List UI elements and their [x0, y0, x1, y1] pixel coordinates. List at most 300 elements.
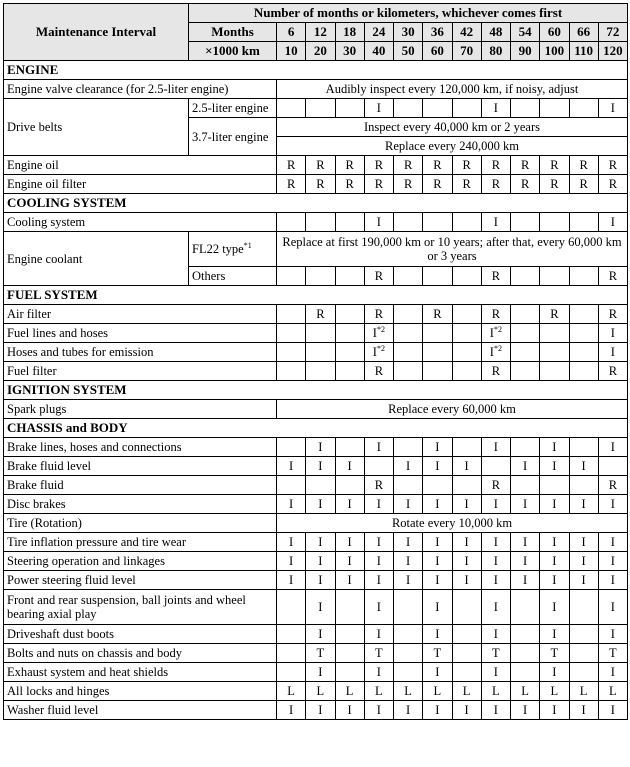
schedule-cell: I — [598, 438, 627, 457]
schedule-cell: I — [306, 457, 335, 476]
schedule-cell — [277, 663, 306, 682]
schedule-cell: I — [306, 625, 335, 644]
schedule-cell: R — [511, 175, 540, 194]
schedule-cell: I — [364, 625, 393, 644]
schedule-cell: $I^{*2}$ — [481, 324, 510, 343]
schedule-cell: I — [452, 457, 481, 476]
schedule-cell — [277, 625, 306, 644]
schedule-cell: I — [569, 533, 598, 552]
schedule-cell: L — [306, 682, 335, 701]
schedule-cell — [277, 476, 306, 495]
row-label: Air filter — [4, 305, 277, 324]
section-ignition: IGNITION SYSTEM — [4, 381, 628, 400]
schedule-cell: I — [452, 701, 481, 720]
schedule-cell: R — [598, 267, 627, 286]
schedule-cell — [335, 343, 364, 362]
schedule-cell: I — [364, 552, 393, 571]
schedule-cell: L — [423, 682, 452, 701]
row-label: Fuel lines and hoses — [4, 324, 277, 343]
km-label: ×1000 km — [189, 42, 277, 61]
interval-column-header: 18 — [335, 23, 364, 42]
schedule-cell: I — [306, 663, 335, 682]
schedule-cell: R — [394, 175, 423, 194]
schedule-cell — [423, 99, 452, 118]
schedule-cell: I — [481, 571, 510, 590]
schedule-cell — [335, 267, 364, 286]
schedule-cell — [335, 590, 364, 625]
row-label: Washer fluid level — [4, 701, 277, 720]
schedule-cell — [452, 625, 481, 644]
schedule-cell: R — [452, 156, 481, 175]
maintenance-schedule-table — [3, 3, 628, 720]
interval-column-header: 50 — [394, 42, 423, 61]
schedule-cell: R — [598, 175, 627, 194]
schedule-cell: R — [277, 156, 306, 175]
schedule-cell — [335, 663, 364, 682]
drive-belt-inspect-note: Inspect every 40,000 km or 2 years — [277, 118, 628, 137]
schedule-cell: I — [540, 571, 569, 590]
interval-column-header: 20 — [306, 42, 335, 61]
schedule-cell: R — [394, 156, 423, 175]
schedule-cell: I — [540, 625, 569, 644]
schedule-cell: I — [335, 457, 364, 476]
schedule-cell — [277, 267, 306, 286]
schedule-cell — [277, 644, 306, 663]
schedule-cell: I — [540, 552, 569, 571]
section-engine: ENGINE — [4, 61, 628, 80]
schedule-cell: R — [481, 267, 510, 286]
schedule-cell — [394, 99, 423, 118]
schedule-cell — [394, 590, 423, 625]
schedule-cell — [511, 343, 540, 362]
schedule-cell: R — [569, 156, 598, 175]
schedule-cell — [423, 267, 452, 286]
row-label-drive-belts: Drive belts — [4, 99, 189, 156]
schedule-cell: I — [423, 701, 452, 720]
schedule-cell: L — [452, 682, 481, 701]
schedule-cell — [569, 438, 598, 457]
schedule-cell: I — [306, 495, 335, 514]
schedule-cell: I — [394, 571, 423, 590]
interval-column-header: 12 — [306, 23, 335, 42]
drive-belt-replace-note: Replace every 240,000 km — [277, 137, 628, 156]
schedule-cell — [306, 362, 335, 381]
schedule-cell: I — [306, 701, 335, 720]
schedule-cell: I — [511, 457, 540, 476]
row-label-engine-coolant: Engine coolant — [4, 232, 189, 286]
row-label-engine-oil: Engine oil — [4, 156, 277, 175]
schedule-cell: I — [277, 571, 306, 590]
interval-column-header: 60 — [540, 23, 569, 42]
interval-column-header: 6 — [277, 23, 306, 42]
interval-column-header: 30 — [394, 23, 423, 42]
schedule-cell: R — [364, 476, 393, 495]
schedule-cell — [511, 99, 540, 118]
schedule-cell — [511, 438, 540, 457]
schedule-cell — [335, 324, 364, 343]
schedule-cell — [511, 663, 540, 682]
schedule-cell: I — [364, 701, 393, 720]
schedule-cell: I — [306, 590, 335, 625]
schedule-cell: I — [598, 99, 627, 118]
schedule-cell — [569, 343, 598, 362]
schedule-cell — [335, 213, 364, 232]
schedule-cell: I — [569, 495, 598, 514]
schedule-cell — [540, 476, 569, 495]
schedule-cell — [511, 324, 540, 343]
schedule-cell: I — [598, 533, 627, 552]
schedule-cell: I — [394, 701, 423, 720]
interval-column-header: 48 — [481, 23, 510, 42]
schedule-cell: I — [481, 552, 510, 571]
schedule-cell — [394, 644, 423, 663]
schedule-cell — [277, 213, 306, 232]
schedule-cell: I — [335, 701, 364, 720]
schedule-cell: I — [540, 457, 569, 476]
schedule-cell: I — [540, 495, 569, 514]
schedule-cell: I — [452, 552, 481, 571]
schedule-cell: R — [364, 175, 393, 194]
schedule-cell: L — [277, 682, 306, 701]
schedule-cell: I — [452, 533, 481, 552]
schedule-cell: I — [540, 533, 569, 552]
schedule-cell — [569, 625, 598, 644]
schedule-cell — [277, 305, 306, 324]
schedule-cell — [394, 625, 423, 644]
schedule-cell — [569, 99, 598, 118]
schedule-cell — [511, 305, 540, 324]
schedule-cell: I — [364, 590, 393, 625]
schedule-cell: L — [511, 682, 540, 701]
schedule-cell — [394, 213, 423, 232]
schedule-cell: I — [598, 213, 627, 232]
schedule-cell — [394, 267, 423, 286]
interval-column-header: 40 — [364, 42, 393, 61]
schedule-cell: I — [394, 533, 423, 552]
schedule-cell: I — [335, 533, 364, 552]
schedule-cell: R — [598, 305, 627, 324]
schedule-cell — [540, 343, 569, 362]
schedule-cell: $I^{*2}$ — [364, 324, 393, 343]
schedule-cell: R — [481, 476, 510, 495]
schedule-cell: I — [277, 533, 306, 552]
schedule-cell: I — [481, 99, 510, 118]
schedule-cell: I — [481, 590, 510, 625]
schedule-cell: L — [540, 682, 569, 701]
schedule-cell: R — [481, 305, 510, 324]
schedule-cell — [306, 324, 335, 343]
schedule-cell: T — [306, 644, 335, 663]
schedule-cell — [335, 644, 364, 663]
schedule-cell: T — [481, 644, 510, 663]
schedule-cell: I — [511, 701, 540, 720]
row-label-tire-rotation: Tire (Rotation) — [4, 514, 277, 533]
interval-column-header: 36 — [423, 23, 452, 42]
row-label: Exhaust system and heat shields — [4, 663, 277, 682]
months-label: Months — [189, 23, 277, 42]
schedule-cell: I — [277, 495, 306, 514]
schedule-cell — [598, 457, 627, 476]
schedule-cell: I — [481, 701, 510, 720]
schedule-cell: I — [423, 533, 452, 552]
valve-clearance-note: Audibly inspect every 120,000 km, if noisy, adjust — [277, 80, 628, 99]
schedule-cell — [452, 663, 481, 682]
interval-span-title: Number of months or kilometers, whichever comes first — [189, 4, 628, 23]
fl22-coolant-note: Replace at first 190,000 km or 10 years; after that, every 60,000 km or 3 years — [277, 232, 628, 267]
schedule-cell: R — [306, 156, 335, 175]
schedule-cell — [452, 213, 481, 232]
schedule-cell — [540, 324, 569, 343]
schedule-cell: T — [598, 644, 627, 663]
interval-column-header: 120 — [598, 42, 627, 61]
schedule-cell — [511, 213, 540, 232]
schedule-cell: R — [364, 156, 393, 175]
section-fuel: FUEL SYSTEM — [4, 286, 628, 305]
schedule-cell: I — [306, 571, 335, 590]
schedule-cell: T — [540, 644, 569, 663]
schedule-cell: I — [423, 552, 452, 571]
schedule-cell — [511, 590, 540, 625]
schedule-cell — [452, 438, 481, 457]
schedule-cell: R — [481, 156, 510, 175]
schedule-cell — [452, 324, 481, 343]
schedule-cell: I — [277, 552, 306, 571]
schedule-cell — [335, 625, 364, 644]
schedule-cell — [452, 362, 481, 381]
schedule-cell: I — [511, 571, 540, 590]
schedule-cell — [540, 267, 569, 286]
row-label: Brake fluid level — [4, 457, 277, 476]
schedule-cell: R — [598, 156, 627, 175]
schedule-cell: I — [598, 552, 627, 571]
schedule-cell: R — [335, 156, 364, 175]
schedule-cell — [569, 267, 598, 286]
row-label: Driveshaft dust boots — [4, 625, 277, 644]
schedule-cell — [335, 99, 364, 118]
schedule-cell — [511, 644, 540, 663]
sub-label-3-7-liter: 3.7-liter engine — [189, 118, 277, 156]
schedule-cell — [394, 362, 423, 381]
schedule-cell — [569, 305, 598, 324]
schedule-cell: I — [481, 533, 510, 552]
schedule-cell: I — [481, 625, 510, 644]
schedule-cell — [481, 457, 510, 476]
schedule-cell — [335, 305, 364, 324]
schedule-cell: I — [598, 701, 627, 720]
schedule-cell — [540, 362, 569, 381]
schedule-cell — [452, 99, 481, 118]
row-label: Brake fluid — [4, 476, 277, 495]
schedule-cell: I — [598, 663, 627, 682]
section-chassis-body: CHASSIS and BODY — [4, 419, 628, 438]
schedule-cell: I — [569, 701, 598, 720]
schedule-cell: R — [423, 175, 452, 194]
row-label-valve-clearance: Engine valve clearance (for 2.5-liter engine) — [4, 80, 277, 99]
schedule-cell: I — [364, 99, 393, 118]
schedule-cell — [569, 362, 598, 381]
schedule-cell — [277, 343, 306, 362]
schedule-cell — [335, 362, 364, 381]
interval-column-header: 30 — [335, 42, 364, 61]
schedule-cell: R — [364, 362, 393, 381]
schedule-cell: I — [394, 552, 423, 571]
schedule-cell: I — [423, 625, 452, 644]
schedule-cell: I — [335, 571, 364, 590]
row-label: Bolts and nuts on chassis and body — [4, 644, 277, 663]
schedule-cell: T — [364, 644, 393, 663]
schedule-cell: I — [540, 590, 569, 625]
schedule-cell: R — [423, 305, 452, 324]
schedule-cell: I — [598, 590, 627, 625]
schedule-cell — [452, 644, 481, 663]
schedule-cell — [569, 590, 598, 625]
schedule-cell — [394, 324, 423, 343]
schedule-cell: R — [511, 156, 540, 175]
schedule-cell — [452, 590, 481, 625]
schedule-cell: I — [481, 663, 510, 682]
schedule-cell: I — [364, 495, 393, 514]
schedule-cell — [452, 267, 481, 286]
row-label: Steering operation and linkages — [4, 552, 277, 571]
schedule-cell — [394, 476, 423, 495]
schedule-cell — [569, 476, 598, 495]
row-label: Tire inflation pressure and tire wear — [4, 533, 277, 552]
schedule-cell: I — [364, 213, 393, 232]
schedule-cell: I — [598, 495, 627, 514]
schedule-cell — [306, 476, 335, 495]
schedule-cell: R — [335, 175, 364, 194]
schedule-cell — [511, 476, 540, 495]
schedule-cell: I — [364, 663, 393, 682]
schedule-cell: L — [481, 682, 510, 701]
row-label-engine-oil-filter: Engine oil filter — [4, 175, 277, 194]
schedule-cell: I — [511, 533, 540, 552]
schedule-cell: I — [423, 438, 452, 457]
schedule-cell — [277, 324, 306, 343]
schedule-cell — [335, 476, 364, 495]
row-label: Front and rear suspension, ball joints and wheel bearing axial play — [4, 590, 277, 625]
schedule-cell: I — [511, 495, 540, 514]
schedule-cell — [452, 343, 481, 362]
section-cooling: COOLING SYSTEM — [4, 194, 628, 213]
schedule-cell: I — [540, 438, 569, 457]
schedule-cell: I — [540, 663, 569, 682]
schedule-cell: L — [598, 682, 627, 701]
schedule-cell — [540, 99, 569, 118]
schedule-cell: R — [569, 175, 598, 194]
schedule-cell — [394, 663, 423, 682]
interval-column-header: 42 — [452, 23, 481, 42]
schedule-cell: R — [540, 156, 569, 175]
schedule-cell — [306, 213, 335, 232]
schedule-cell — [306, 343, 335, 362]
schedule-cell — [569, 213, 598, 232]
schedule-cell: I — [598, 343, 627, 362]
schedule-cell: I — [540, 701, 569, 720]
interval-column-header: 54 — [511, 23, 540, 42]
schedule-cell: I — [423, 457, 452, 476]
schedule-cell: I — [423, 495, 452, 514]
schedule-cell: $I^{*2}$ — [481, 343, 510, 362]
schedule-cell: L — [394, 682, 423, 701]
schedule-cell — [394, 343, 423, 362]
schedule-cell — [569, 644, 598, 663]
schedule-cell — [511, 267, 540, 286]
schedule-cell — [452, 476, 481, 495]
schedule-cell: L — [569, 682, 598, 701]
schedule-cell: L — [335, 682, 364, 701]
schedule-cell: I — [364, 571, 393, 590]
schedule-cell: I — [511, 552, 540, 571]
row-label: Power steering fluid level — [4, 571, 277, 590]
schedule-cell: I — [335, 495, 364, 514]
tire-rotation-note: Rotate every 10,000 km — [277, 514, 628, 533]
schedule-cell: I — [364, 438, 393, 457]
schedule-cell — [569, 324, 598, 343]
schedule-cell — [364, 457, 393, 476]
schedule-cell: I — [481, 213, 510, 232]
row-label-cooling-system: Cooling system — [4, 213, 277, 232]
schedule-cell — [511, 625, 540, 644]
schedule-cell: R — [277, 175, 306, 194]
schedule-cell — [277, 438, 306, 457]
schedule-cell — [452, 305, 481, 324]
interval-column-header: 100 — [540, 42, 569, 61]
schedule-cell: I — [481, 438, 510, 457]
schedule-cell — [423, 362, 452, 381]
interval-column-header: 66 — [569, 23, 598, 42]
schedule-cell: R — [452, 175, 481, 194]
schedule-cell: I — [306, 552, 335, 571]
schedule-cell: R — [423, 156, 452, 175]
schedule-cell — [277, 99, 306, 118]
row-label: Hoses and tubes for emission — [4, 343, 277, 362]
schedule-cell — [277, 590, 306, 625]
schedule-cell: I — [569, 552, 598, 571]
interval-column-header: 24 — [364, 23, 393, 42]
schedule-cell — [423, 343, 452, 362]
schedule-cell — [277, 362, 306, 381]
schedule-cell: R — [540, 175, 569, 194]
schedule-cell: I — [598, 571, 627, 590]
interval-column-header: 80 — [481, 42, 510, 61]
sub-label-others: Others — [189, 267, 277, 286]
schedule-cell: I — [423, 590, 452, 625]
schedule-cell: I — [452, 495, 481, 514]
schedule-cell: I — [277, 457, 306, 476]
schedule-cell: I — [569, 457, 598, 476]
maintenance-interval-header: Maintenance Interval — [4, 4, 189, 61]
row-label: Disc brakes — [4, 495, 277, 514]
schedule-cell: I — [306, 533, 335, 552]
schedule-cell: $I^{*2}$ — [364, 343, 393, 362]
schedule-cell: I — [569, 571, 598, 590]
row-label: Brake lines, hoses and connections — [4, 438, 277, 457]
schedule-cell — [423, 476, 452, 495]
interval-column-header: 110 — [569, 42, 598, 61]
schedule-cell: I — [277, 701, 306, 720]
schedule-cell — [540, 213, 569, 232]
schedule-cell: R — [481, 175, 510, 194]
schedule-cell: R — [364, 267, 393, 286]
spark-plugs-note: Replace every 60,000 km — [277, 400, 628, 419]
schedule-cell — [394, 305, 423, 324]
row-label: All locks and hinges — [4, 682, 277, 701]
interval-column-header: 90 — [511, 42, 540, 61]
schedule-cell: R — [481, 362, 510, 381]
interval-column-header: 70 — [452, 42, 481, 61]
schedule-cell: T — [423, 644, 452, 663]
